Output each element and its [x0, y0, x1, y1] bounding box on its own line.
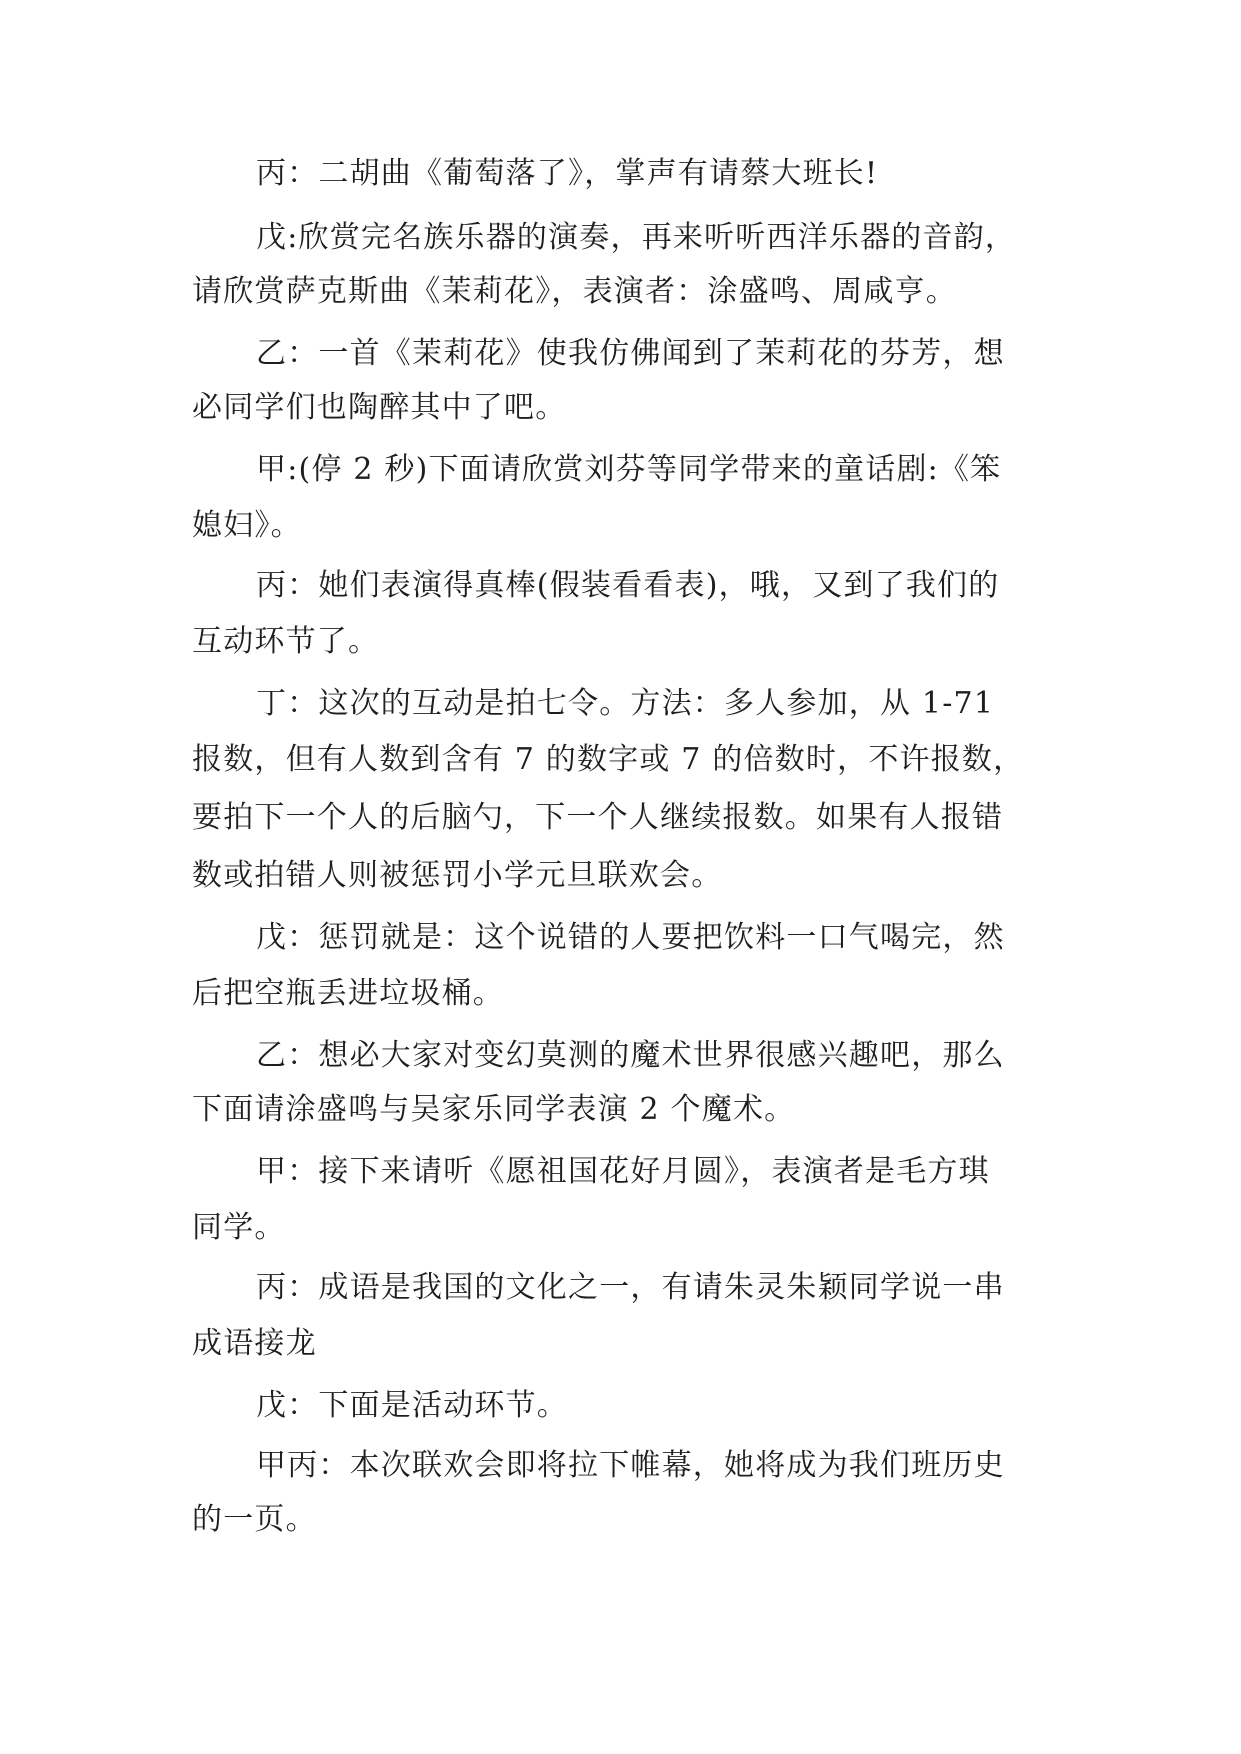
paragraph-line: 成语接龙: [192, 1326, 317, 1361]
paragraph-line: 甲:(停 2 秒)下面请欣赏刘芬等同学带来的童话剧:《笨: [256, 452, 1002, 487]
paragraph-line: 同学。: [192, 1210, 286, 1245]
paragraph-line: 甲：接下来请听《愿祖国花好月圆》，表演者是毛方琪: [256, 1154, 990, 1189]
paragraph-line: 丁：这次的互动是拍七令。方法：多人参加，从 1-71: [256, 686, 995, 721]
paragraph-line: 丙：成语是我国的文化之一，有请朱灵朱颖同学说一串: [256, 1270, 1005, 1305]
paragraph-line: 甲丙：本次联欢会即将拉下帷幕，她将成为我们班历史: [256, 1448, 1005, 1483]
paragraph-line: 丙：二胡曲《葡萄落了》，掌声有请蔡大班长!: [256, 156, 879, 191]
paragraph-line: 后把空瓶丢进垃圾桶。: [192, 976, 504, 1011]
paragraph-line: 媳妇》。: [192, 508, 302, 543]
paragraph-line: 互动环节了。: [192, 624, 380, 659]
paragraph-line: 报数，但有人数到含有 7 的数字或 7 的倍数时，不许报数，: [192, 742, 1025, 777]
paragraph-line: 乙：想必大家对变幻莫测的魔术世界很感兴趣吧，那么: [256, 1038, 1005, 1073]
paragraph-line: 要拍下一个人的后脑勺，下一个人继续报数。如果有人报错: [192, 800, 1004, 835]
paragraph-line: 请欣赏萨克斯曲《茉莉花》，表演者：涂盛鸣、周咸亨。: [192, 274, 957, 309]
paragraph-line: 的一页。: [192, 1502, 317, 1537]
paragraph-line: 数或拍错人则被惩罚小学元旦联欢会。: [192, 858, 723, 893]
paragraph-line: 下面请涂盛鸣与吴家乐同学表演 2 个魔术。: [192, 1092, 796, 1127]
paragraph-line: 必同学们也陶醉其中了吧。: [192, 390, 567, 425]
paragraph-line: 丙：她们表演得真棒(假装看看表)，哦，又到了我们的: [256, 568, 1000, 603]
paragraph-line: 戊：下面是活动环节。: [256, 1388, 568, 1423]
paragraph-line: 戊:欣赏完名族乐器的演奏，再来听听西洋乐器的音韵，: [256, 220, 1017, 255]
paragraph-line: 乙：一首《茉莉花》使我仿佛闻到了茉莉花的芬芳，想: [256, 336, 1005, 371]
paragraph-line: 戊：惩罚就是：这个说错的人要把饮料一口气喝完，然: [256, 920, 1005, 955]
